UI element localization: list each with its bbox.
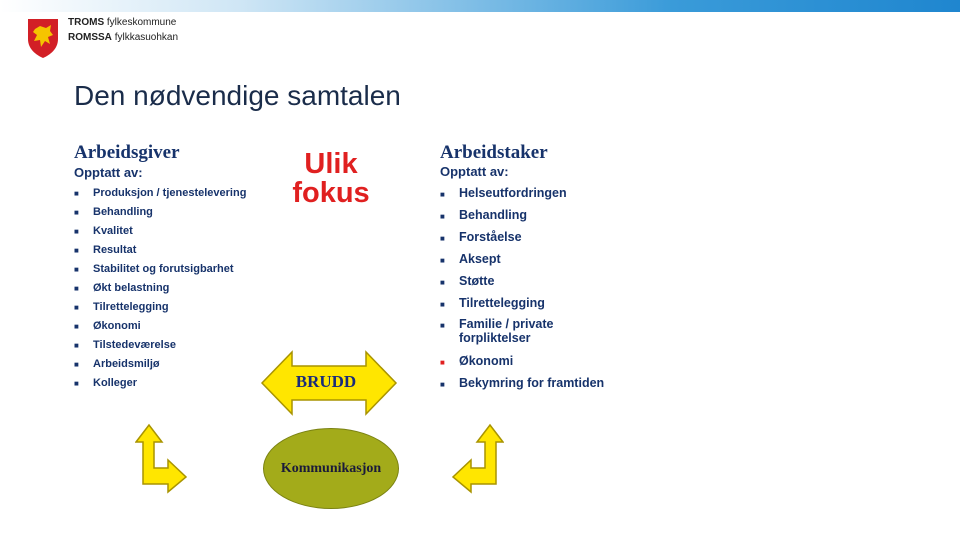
- list-item: [74, 243, 246, 262]
- employee-heading: Arbeidstaker: [440, 142, 548, 163]
- list-item: [440, 295, 609, 317]
- list-item-text: Tilstedeværelse: [93, 339, 176, 351]
- list-item-text: Økonomi: [459, 354, 514, 368]
- bullet-icon: ■: [74, 246, 79, 255]
- list-item: [74, 281, 246, 300]
- list-item: [440, 353, 609, 375]
- list-item: [440, 229, 609, 251]
- employer-heading: Arbeidsgiver: [74, 142, 180, 163]
- bullet-icon: ■: [74, 341, 79, 350]
- list-item-text: Behandling: [93, 206, 153, 218]
- list-item: [74, 300, 246, 319]
- bullet-icon: ■: [74, 265, 79, 274]
- bullet-icon: ■: [74, 227, 79, 236]
- list-item: [440, 251, 609, 273]
- list-item-text: Stabilitet og forutsigbarhet: [93, 263, 234, 275]
- list-item: [74, 205, 246, 224]
- bullet-icon: ■: [440, 212, 445, 221]
- list-item: [74, 357, 246, 376]
- list-item-text: Resultat: [93, 244, 137, 256]
- employee-concerns-list: [440, 185, 609, 397]
- list-item: [440, 317, 609, 353]
- bent-arrow-left: [135, 422, 187, 494]
- org-name-line1: TROMS fylkeskommune: [68, 17, 177, 28]
- bullet-icon: ■: [74, 322, 79, 331]
- bullet-icon: ■: [74, 208, 79, 217]
- list-item-text: Aksept: [459, 252, 501, 266]
- bullet-icon: ■: [440, 256, 445, 265]
- bent-arrow-right: [452, 422, 504, 494]
- bullet-icon: ■: [74, 360, 79, 369]
- page-title: Den nødvendige samtalen: [74, 80, 401, 111]
- different-focus-label: [262, 150, 400, 208]
- coat-of-arms-logo: [26, 17, 60, 59]
- list-item: [74, 262, 246, 281]
- fokus-text: fokus: [292, 177, 370, 209]
- list-item: [440, 185, 609, 207]
- list-item: [74, 376, 246, 395]
- bullet-icon: ■: [440, 300, 445, 309]
- top-accent-bar: [0, 0, 960, 12]
- list-item: [74, 224, 246, 243]
- communication-label: Kommunikasjon: [280, 460, 382, 476]
- list-item: [440, 375, 609, 397]
- list-item-text: Behandling: [459, 208, 528, 222]
- list-item-text: Tilrettelegging: [459, 296, 545, 310]
- list-item-text: Økt belastning: [93, 282, 170, 294]
- list-item-text: Forståelse: [459, 230, 522, 244]
- communication-ellipse: [263, 428, 399, 509]
- org-name-line2: ROMSSA fylkkasuohkan: [68, 32, 179, 43]
- bullet-icon: ■: [440, 321, 445, 330]
- bullet-icon: ■: [440, 190, 445, 199]
- bullet-icon: ■: [74, 303, 79, 312]
- ulik-text: Ulik: [304, 148, 358, 180]
- bullet-icon: ■: [440, 278, 445, 287]
- list-item: [440, 273, 609, 295]
- list-item-text: Økonomi: [93, 320, 141, 332]
- bullet-icon: ■: [74, 189, 79, 198]
- bullet-icon: ■: [440, 358, 445, 367]
- list-item: [74, 319, 246, 338]
- list-item-text: Produksjon / tjenestelevering: [93, 187, 247, 199]
- list-item-text: Kvalitet: [93, 225, 133, 237]
- bullet-icon: ■: [440, 234, 445, 243]
- employer-concerns-list: [74, 186, 246, 395]
- list-item-text: Familie / private forpliktelser: [459, 317, 554, 345]
- list-item-text: Kolleger: [93, 377, 138, 389]
- employer-subheading: Opptatt av:: [74, 165, 143, 180]
- list-item-text: Arbeidsmiljø: [93, 358, 160, 370]
- bullet-icon: ■: [74, 379, 79, 388]
- bullet-icon: ■: [440, 380, 445, 389]
- list-item: [74, 186, 246, 205]
- list-item-text: Tilrettelegging: [93, 301, 169, 313]
- list-item: [74, 338, 246, 357]
- list-item-text: Helseutfordringen: [459, 186, 567, 200]
- brudd-label: BRUDD: [295, 372, 357, 391]
- list-item-text: Støtte: [459, 274, 495, 288]
- list-item-text: Bekymring for framtiden: [459, 376, 605, 390]
- employee-subheading: Opptatt av:: [440, 164, 509, 179]
- list-item: [440, 207, 609, 229]
- bullet-icon: ■: [74, 284, 79, 293]
